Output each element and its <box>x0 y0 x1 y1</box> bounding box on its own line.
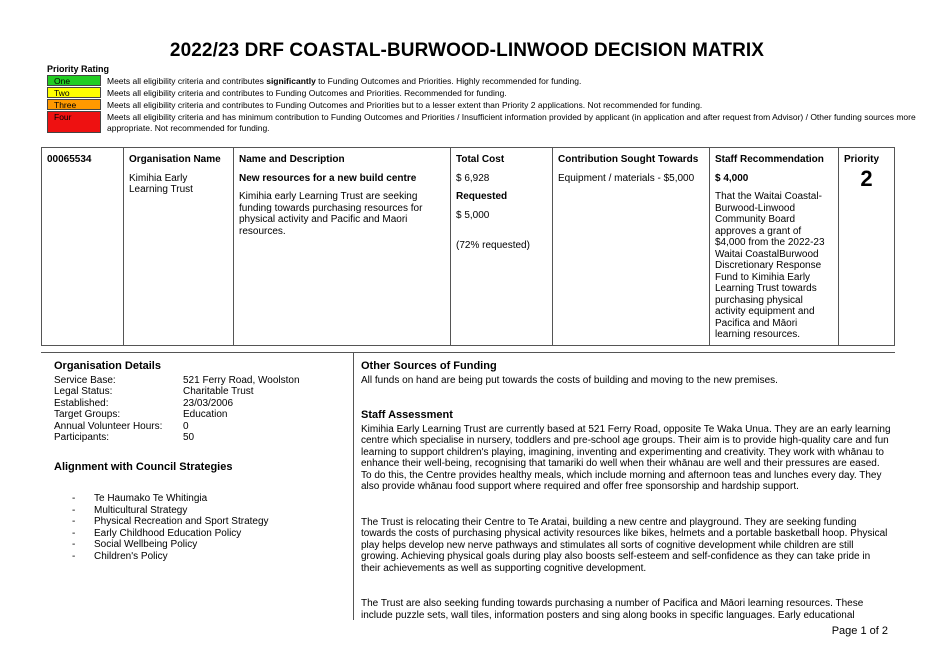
alignment-title: Alignment with Council Strategies <box>54 460 233 473</box>
detail-row: Service Base: 521 Ferry Road, Woolston <box>54 374 300 386</box>
contribution-value: Equipment / materials - $5,000 <box>558 172 695 184</box>
list-item: - Multicultural Strategy <box>72 504 188 516</box>
list-item: - Te Haumako Te Whitingia <box>72 493 208 504</box>
cost-header: Total Cost <box>456 154 505 165</box>
project-name: New resources for a new build centre <box>239 172 417 184</box>
section-divider <box>41 352 895 353</box>
other-funding-title: Other Sources of Funding <box>361 361 497 372</box>
other-funding-text: All funds on hand are being put towards the costs of building and moving to the new premises. <box>361 374 778 386</box>
cost-column <box>451 148 553 345</box>
detail-row: Participants: 50 <box>54 432 195 443</box>
description-column <box>234 148 451 345</box>
staff-amount: $ 4,000 <box>715 172 749 184</box>
detail-row: Annual Volunteer Hours: 0 <box>54 420 189 432</box>
left-panel <box>54 361 349 562</box>
list-item: - Social Wellbeing Policy <box>72 539 198 550</box>
total-cost: $ 6,928 <box>456 172 490 184</box>
column-divider <box>353 353 354 620</box>
contrib-header: Contribution Sought Towards <box>558 154 699 165</box>
priority-description: Meets all eligibility criteria and contributes significantly to Funding Outcomes and Priorities. Highly recommended for funding. <box>107 76 582 86</box>
detail-row: Established: 23/03/2006 <box>54 397 234 409</box>
priority-column <box>839 148 894 345</box>
list-item: - Physical Recreation and Sport Strategy <box>72 516 269 527</box>
list-item: - Children's Policy <box>72 550 168 562</box>
org-header: Organisation Name <box>129 154 221 165</box>
requested-percent: (72% requested) <box>456 240 530 251</box>
priority-swatch: Four <box>47 111 101 133</box>
priority-description: Meets all eligibility criteria and contributes to Funding Outcomes and Priorities. Recommended for funding. <box>107 88 507 98</box>
strategy-list <box>54 493 349 562</box>
page-title: 2022/23 DRF COASTAL-BURWOOD-LINWOOD DECISION MATRIX <box>169 40 765 61</box>
priority-swatch: Two <box>47 87 101 98</box>
priority-rating-label: Priority Rating <box>47 64 110 74</box>
priority-swatch: One <box>47 75 101 86</box>
org-name: Kimihia Early Learning Trust <box>129 172 193 195</box>
staff-assessment-title: Staff Assessment <box>361 409 453 421</box>
staff-rec-column <box>710 148 839 345</box>
priority-header: Priority <box>844 154 880 165</box>
assessment-paragraph: The Trust are also seeking funding towards purchasing a number of Pacifica and Māori learning resources. These include puzzle sets, wall tiles, information posters and sing along books in specific languages. Early educational <box>361 598 864 620</box>
right-panel <box>361 361 891 620</box>
assessment-paragraph: The Trust is relocating their Centre to Te Aratai, building a new centre and playground. They are seeking funding towards the costs of purchasing physical activity resources like bikes, helmets and a portable basketball hoop. Physical play helps develop new nerve pathways and stimulates all sorts of cognitive development while children are still growing. Achieving physical goals during play also boosts self-esteem and self-confidence as they can take pride in their achievements as well as supporting cognitive development. <box>361 516 888 574</box>
detail-row: Target Groups: Education <box>54 409 228 420</box>
project-description: Kimihia early Learning Trust are seeking funding towards purchasing resources for physical activity and Pacific and Maori resources. <box>239 191 423 237</box>
requested-label: Requested <box>456 191 508 202</box>
contribution-column <box>553 148 710 345</box>
page-number: Page 1 of 2 <box>831 625 888 637</box>
assessment-paragraph: Kimihia Early Learning Trust are currently based at 521 Ferry Road, opposite Te Waka Unua. They are an early learning centre which specialise in nursery, toddlers and pre-school age groups. Their aim is to provide high-quality care and fun learning to support children's playing, imagining, inventing and experimenting and creativity. They work with whānau to enhance their well-being, recognising that tamariki do well when their whānau are well and their pressures are eased. To do this, the Centre provides healthy meals, which include morning and afternoon teas and lunches every day. They also provide whānau food support where required and offer free sponsorship and hardship support. <box>361 423 891 492</box>
priority-description: Meets all eligibility criteria and contributes to Funding Outcomes and Priorities but to a lesser extent than Priority 2 applications. Not recommended for funding. <box>107 100 703 110</box>
list-item: - Early Childhood Education Policy <box>72 527 242 539</box>
requested-amount: $ 5,000 <box>456 209 490 221</box>
id-column <box>42 148 124 345</box>
desc-header: Name and Description <box>239 154 345 165</box>
detail-row: Legal Status: Charitable Trust <box>54 386 254 397</box>
org-details-title: Organisation Details <box>54 360 161 372</box>
staff-recommendation: That the Waitai Coastal-Burwood-Linwood Community Board approves a grant of $4,000 from the 2022-23 Waitai CoastalBurwood Discretionary Response Fund to Kimihia Early Learning Trust towards purchasing physical activity equipment and Pacifica and Māori learning resources. <box>715 191 825 340</box>
priority-description: Meets all eligibility criteria and has minimum contribution to Funding Outcomes and Priorities / Insufficient information provided by applicant (in application and after request from Advisor) / Other funding sources more appropriate. Not recommended for funding. <box>107 112 916 133</box>
org-column <box>124 148 234 345</box>
priority-swatch: Three <box>47 99 101 110</box>
application-id: 00065534 <box>47 154 92 165</box>
decision-matrix <box>41 147 895 346</box>
priority-value: 2 <box>860 165 873 191</box>
staff-header: Staff Recommendation <box>715 154 824 165</box>
